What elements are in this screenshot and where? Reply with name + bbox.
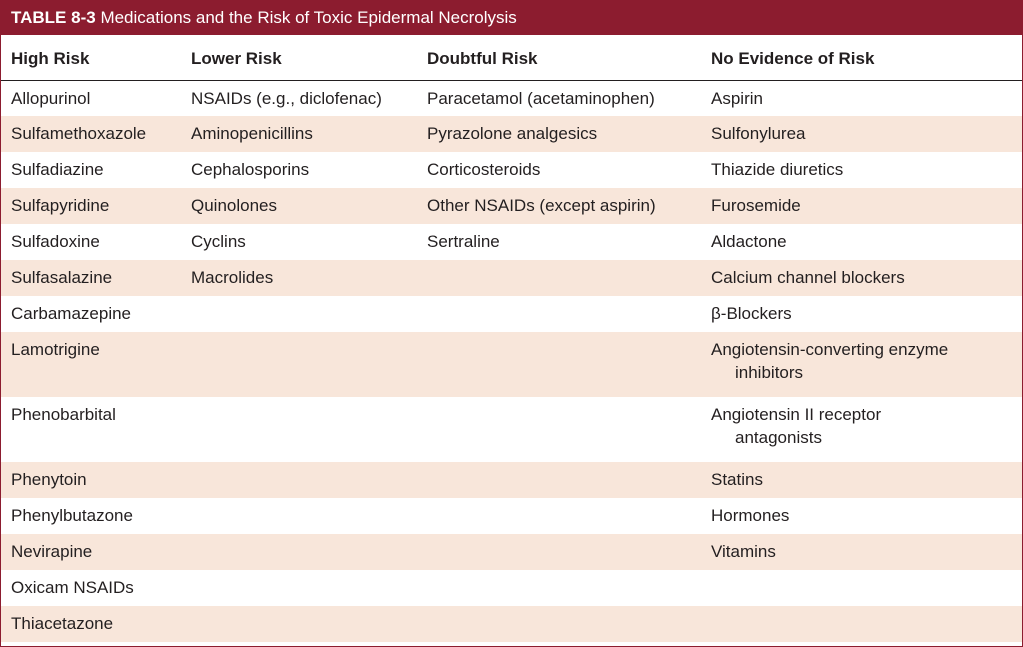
table-row (1, 498, 1022, 534)
table-cell: Oxicam NSAIDs (1, 570, 181, 606)
cell-line-continued: inhibitors (735, 363, 804, 382)
table-cell: Furosemide (701, 188, 1022, 224)
table-cell: NSAIDs (e.g., diclofenac) (181, 80, 417, 116)
table-cell (417, 534, 701, 570)
table-row (1, 462, 1022, 498)
table-cell: Cephalosporins (181, 152, 417, 188)
table-row (1, 534, 1022, 570)
table-row (1, 80, 1022, 116)
table-cell: Sulfamethoxazole (1, 116, 181, 152)
table-row (1, 570, 1022, 606)
header-row (1, 35, 1022, 80)
table-cell (417, 498, 701, 534)
table-cell: Sertraline (417, 224, 701, 260)
table-cell: Calcium channel blockers (701, 260, 1022, 296)
table-cell (417, 397, 701, 462)
column-header-doubtful-risk: Doubtful Risk (417, 35, 701, 80)
table-cell (417, 570, 701, 606)
table-cell: Sulfasalazine (1, 260, 181, 296)
table-number: TABLE 8-3 (11, 8, 96, 27)
table-cell: Lamotrigine (1, 332, 181, 397)
table-cell (417, 260, 701, 296)
table-row (1, 152, 1022, 188)
table-cell: β-Blockers (701, 296, 1022, 332)
table-cell: Hormones (701, 498, 1022, 534)
table-row (1, 606, 1022, 642)
table-row (1, 224, 1022, 260)
table-cell (181, 332, 417, 397)
table-cell (181, 498, 417, 534)
table-cell (701, 397, 1022, 462)
table-cell (181, 296, 417, 332)
table-cell: Quinolones (181, 188, 417, 224)
table-cell: Allopurinol (1, 80, 181, 116)
table-cell (181, 534, 417, 570)
table-cell (181, 462, 417, 498)
table-cell: Thiacetazone (1, 606, 181, 642)
table-cell (417, 606, 701, 642)
table-cell: Statins (701, 462, 1022, 498)
table-cell: Cyclins (181, 224, 417, 260)
table-cell (417, 462, 701, 498)
table-cell: Sulfadoxine (1, 224, 181, 260)
table-cell (417, 296, 701, 332)
table-row (1, 260, 1022, 296)
table-cell: Nevirapine (1, 534, 181, 570)
table-row (1, 188, 1022, 224)
table-cell: Vitamins (701, 534, 1022, 570)
cell-line: Angiotensin II receptor (711, 405, 882, 424)
table-body (1, 80, 1022, 642)
table-cell: Sulfonylurea (701, 116, 1022, 152)
column-header-high-risk: High Risk (1, 35, 181, 80)
table-row (1, 116, 1022, 152)
cell-line-continued: antagonists (735, 428, 822, 447)
column-header-lower-risk: Lower Risk (181, 35, 417, 80)
table-cell: Pyrazolone analgesics (417, 116, 701, 152)
table-cell: Phenobarbital (1, 397, 181, 462)
table-cell (701, 570, 1022, 606)
medications-table (1, 35, 1022, 642)
table-row (1, 296, 1022, 332)
cell-line: Angiotensin-converting enzyme (711, 340, 949, 359)
table-cell: Carbamazepine (1, 296, 181, 332)
table-cell (181, 570, 417, 606)
table-cell (701, 606, 1022, 642)
table-title: Medications and the Risk of Toxic Epidermal Necrolysis (100, 8, 517, 27)
table-cell: Paracetamol (acetaminophen) (417, 80, 701, 116)
table-cell (701, 332, 1022, 397)
table-cell: Phenylbutazone (1, 498, 181, 534)
table-cell: Aspirin (701, 80, 1022, 116)
table-cell: Phenytoin (1, 462, 181, 498)
table-cell: Corticosteroids (417, 152, 701, 188)
table-cell: Aminopenicillins (181, 116, 417, 152)
table-cell: Sulfadiazine (1, 152, 181, 188)
table-cell: Aldactone (701, 224, 1022, 260)
table-cell: Sulfapyridine (1, 188, 181, 224)
table-cell: Other NSAIDs (except aspirin) (417, 188, 701, 224)
table-cell (417, 332, 701, 397)
table-cell: Thiazide diuretics (701, 152, 1022, 188)
table-cell (181, 606, 417, 642)
table-row (1, 332, 1022, 397)
table-caption (1, 1, 1022, 35)
table-row (1, 397, 1022, 462)
table-cell (181, 397, 417, 462)
table-cell: Macrolides (181, 260, 417, 296)
column-header-no-evidence: No Evidence of Risk (701, 35, 1022, 80)
